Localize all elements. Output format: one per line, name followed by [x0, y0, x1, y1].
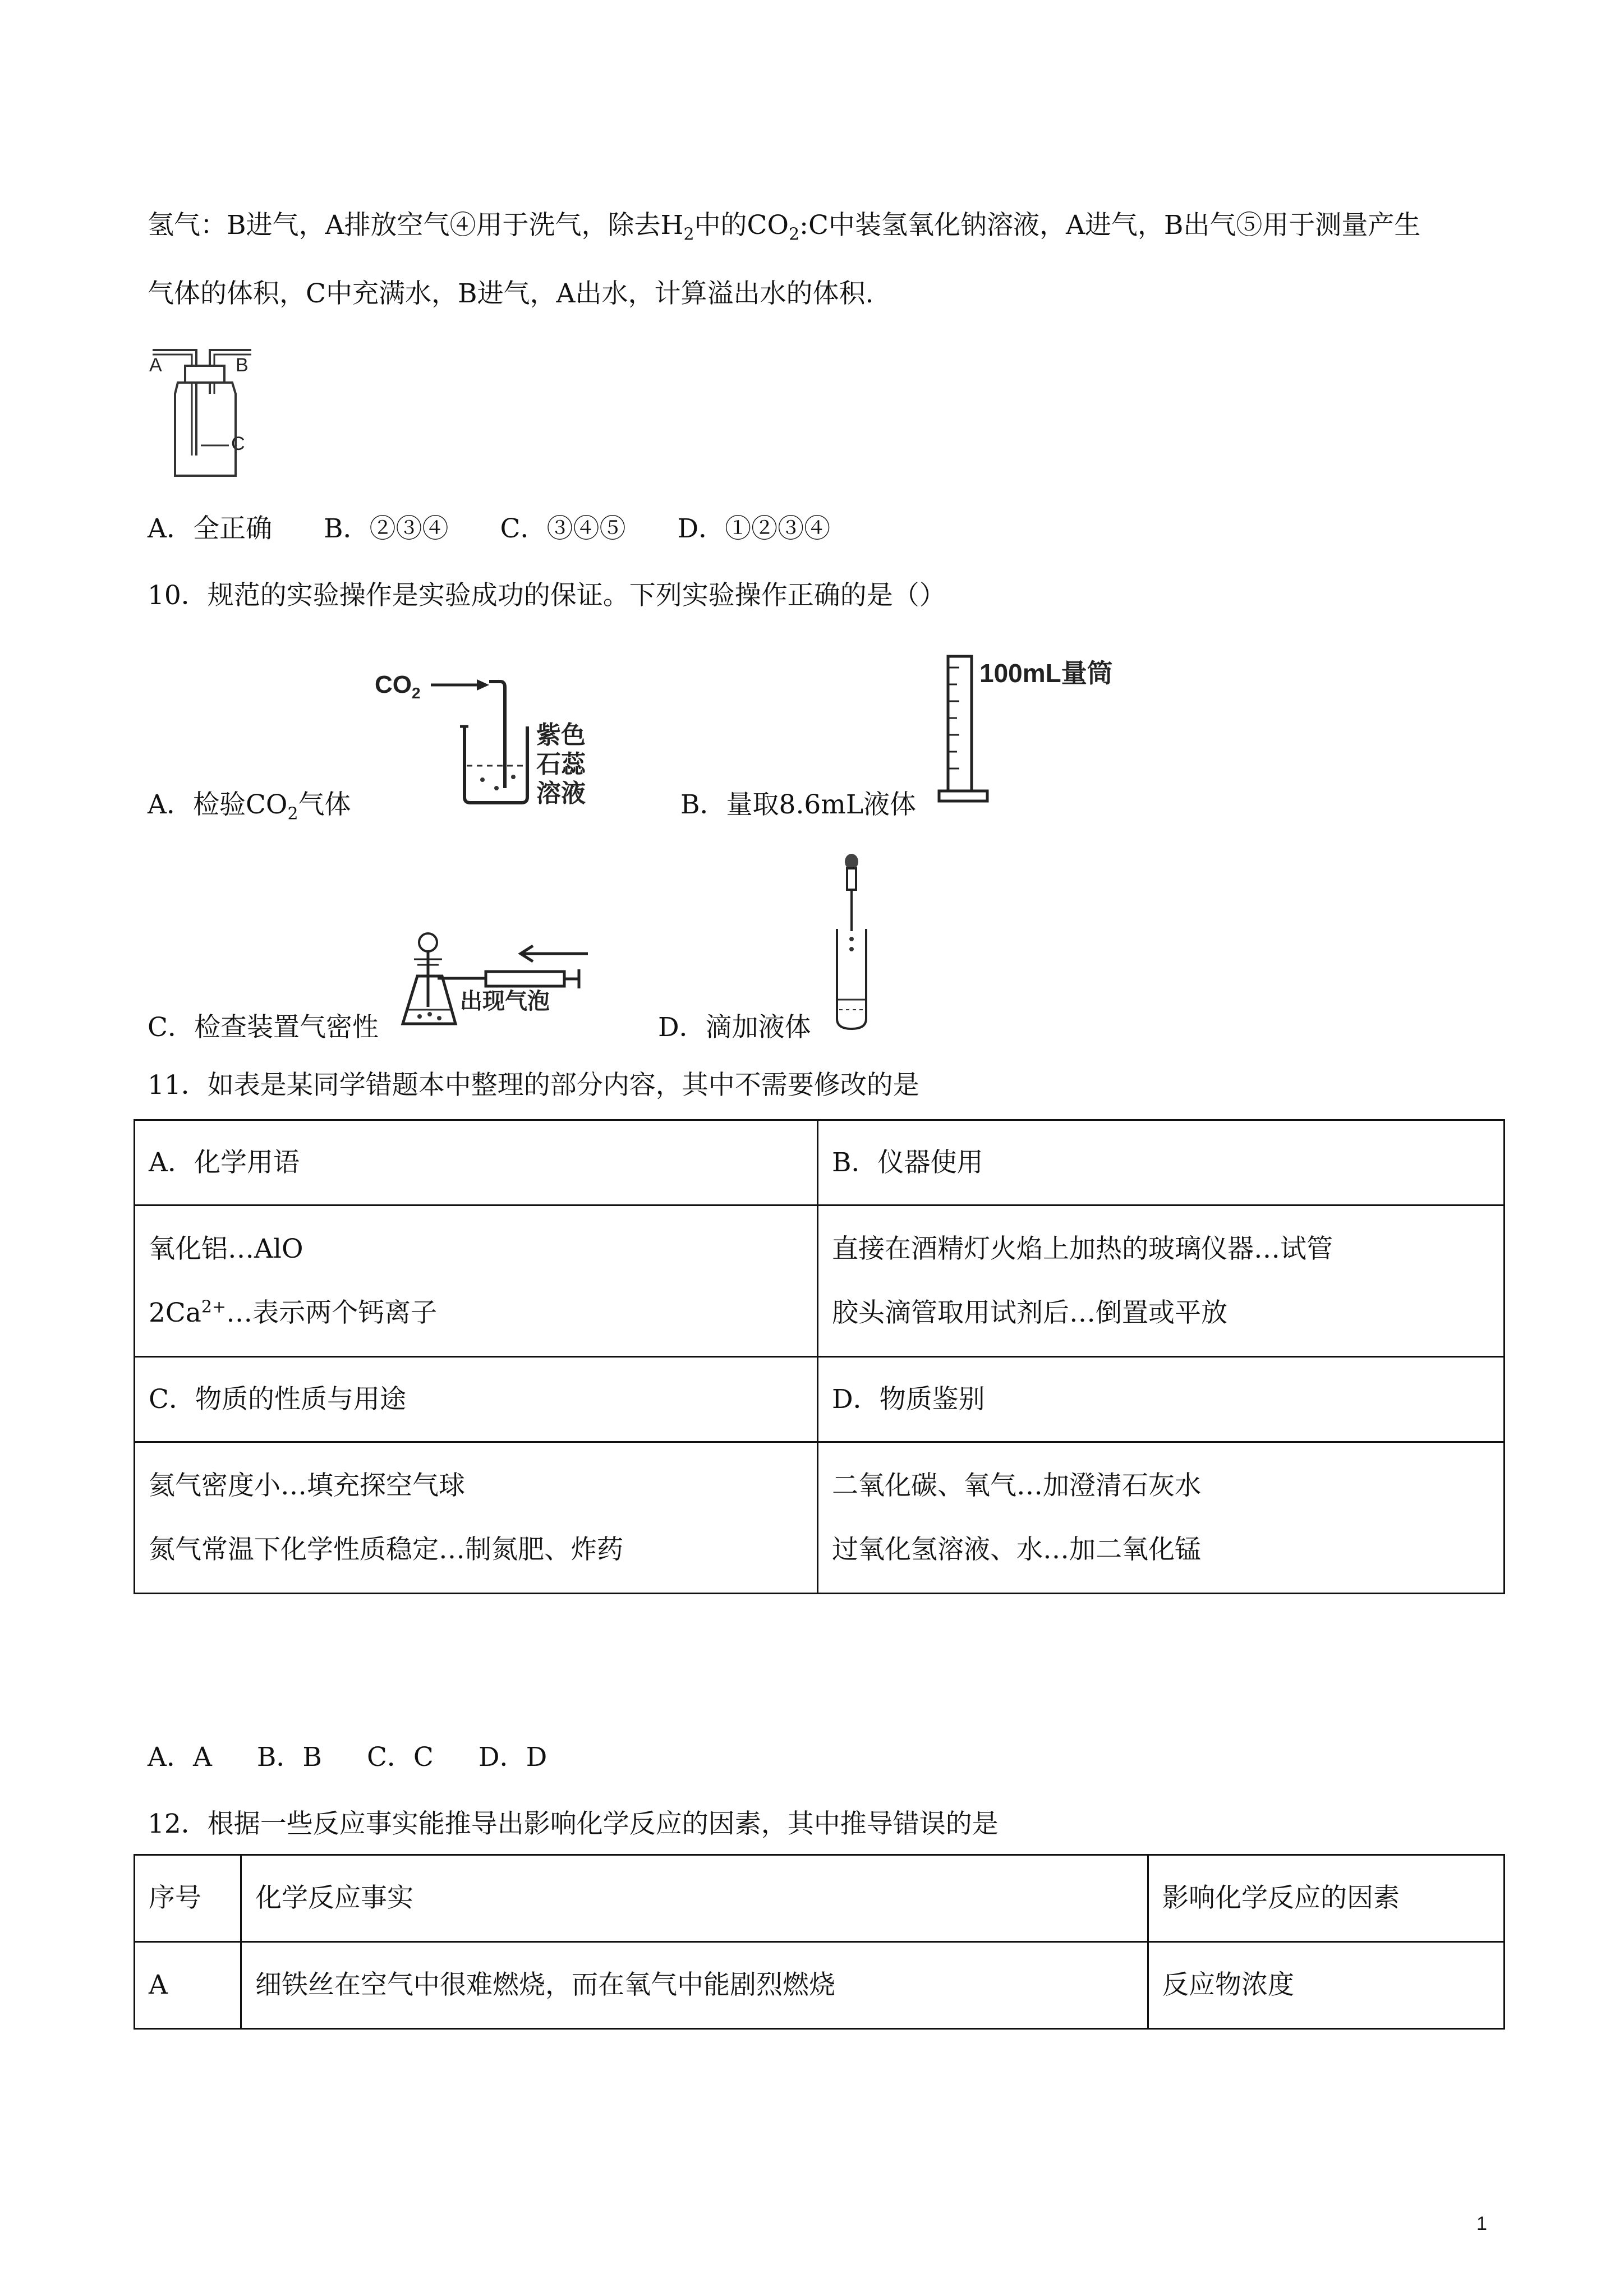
svg-text:CO2: $CO_2$ — [375, 671, 421, 702]
graduated-cylinder-figure — [937, 651, 1172, 811]
q11-cell-a: 氧化铝…AlO $2Ca^{2+}\dots$表示两个钙离子 — [135, 1205, 818, 1357]
q9-option-c[interactable]: C．③④⑤ — [500, 513, 626, 544]
q12-row-factor: 反应物浓度 — [1148, 1942, 1505, 2029]
q10-option-c[interactable]: C．检查装置气密性 — [148, 1012, 379, 1043]
q11-options — [148, 1741, 547, 1774]
q12-header-row — [135, 1855, 1505, 1942]
q11-cell-b: 直接在酒精灯火焰上加热的玻璃仪器…试管 胶头滴管取用试剂后…倒置或平放 — [818, 1205, 1505, 1357]
q10-stem: 10．规范的实验操作是实验成功的保证。下列实验操作正确的是（） — [148, 580, 946, 611]
q11-stem: 11．如表是某同学错题本中整理的部分内容，其中不需要修改的是 — [148, 1070, 919, 1101]
bottle-label-c: C — [231, 433, 245, 454]
q11-head-b: B．仪器使用 — [818, 1120, 1505, 1205]
q12-header-index: 序号 — [135, 1855, 241, 1942]
litmus-label-1: 紫色 — [536, 721, 586, 749]
q9-option-b[interactable]: B．②③④ — [323, 513, 449, 544]
table-row — [135, 1942, 1505, 2029]
gas-bottle-figure — [147, 343, 265, 478]
q10-option-b[interactable]: B．量取8.6mL液体 — [680, 789, 917, 820]
dropper-figure — [829, 853, 874, 1032]
q11-head-c: C．物质的性质与用途 — [135, 1357, 818, 1442]
q11-cell-d: 二氧化碳、氧气…加澄清石灰水 过氧化氢溶液、水…加二氧化锰 — [818, 1442, 1505, 1594]
page-number: 1 — [1476, 2213, 1487, 2234]
airtightness-figure — [397, 931, 610, 1029]
q12-row-index: A — [135, 1942, 241, 2029]
q11-head-a: A．化学用语 — [135, 1120, 818, 1205]
cylinder-label: 100mL量筒 — [979, 659, 1113, 688]
q12-header-factor: 影响化学反应的因素 — [1148, 1855, 1505, 1942]
litmus-label-3: 溶液 — [536, 780, 586, 807]
q11-option-d[interactable]: D．D — [478, 1742, 548, 1773]
q11-option-b[interactable]: B．B — [256, 1742, 322, 1773]
q11-table — [134, 1119, 1505, 1594]
q10-option-d[interactable]: D．滴加液体 — [658, 1012, 811, 1043]
q11-option-a[interactable]: A．A — [148, 1742, 212, 1773]
bubble-label: 出现气泡 — [460, 989, 550, 1014]
q9-option-d[interactable]: D．①②③④ — [677, 513, 831, 544]
q12-header-fact: 化学反应事实 — [241, 1855, 1148, 1942]
q11-head-d: D．物质鉴别 — [818, 1357, 1505, 1442]
q9-options — [148, 512, 933, 546]
q9-option-a[interactable]: A．全正确 — [148, 513, 272, 544]
q11-cell-c: 氦气密度小…填充探空气球 氮气常温下化学性质稳定…制氮肥、炸药 — [135, 1442, 818, 1594]
co2-litmus-figure — [370, 665, 617, 811]
co2-label: CO — [375, 671, 412, 698]
q12-table — [134, 1854, 1505, 2030]
bottle-label-b: B — [236, 355, 249, 376]
q10-option-a[interactable]: A．检验$CO_2$气体 — [148, 789, 351, 824]
q12-stem: 12．根据一些反应事实能推导出影响化学反应的因素，其中推导错误的是 — [148, 1809, 999, 1839]
q11-option-c[interactable]: C．C — [366, 1742, 434, 1773]
q9-line-1: 氢气：B进气，A排放空气④用于洗气，除去$H_2$中的$CO_2:C$中装氢氧化钠溶液，A进气，B出气⑤用于测量产生 — [148, 210, 1421, 245]
litmus-label-2: 石蕊 — [536, 751, 586, 778]
q9-line-2: 气体的体积，C中充满水，B进气，A出水，计算溢出水的体积. — [148, 278, 874, 309]
q12-row-fact: 细铁丝在空气中很难燃烧，而在氧气中能剧烈燃烧 — [241, 1942, 1148, 2029]
bottle-label-a: A — [149, 355, 162, 376]
